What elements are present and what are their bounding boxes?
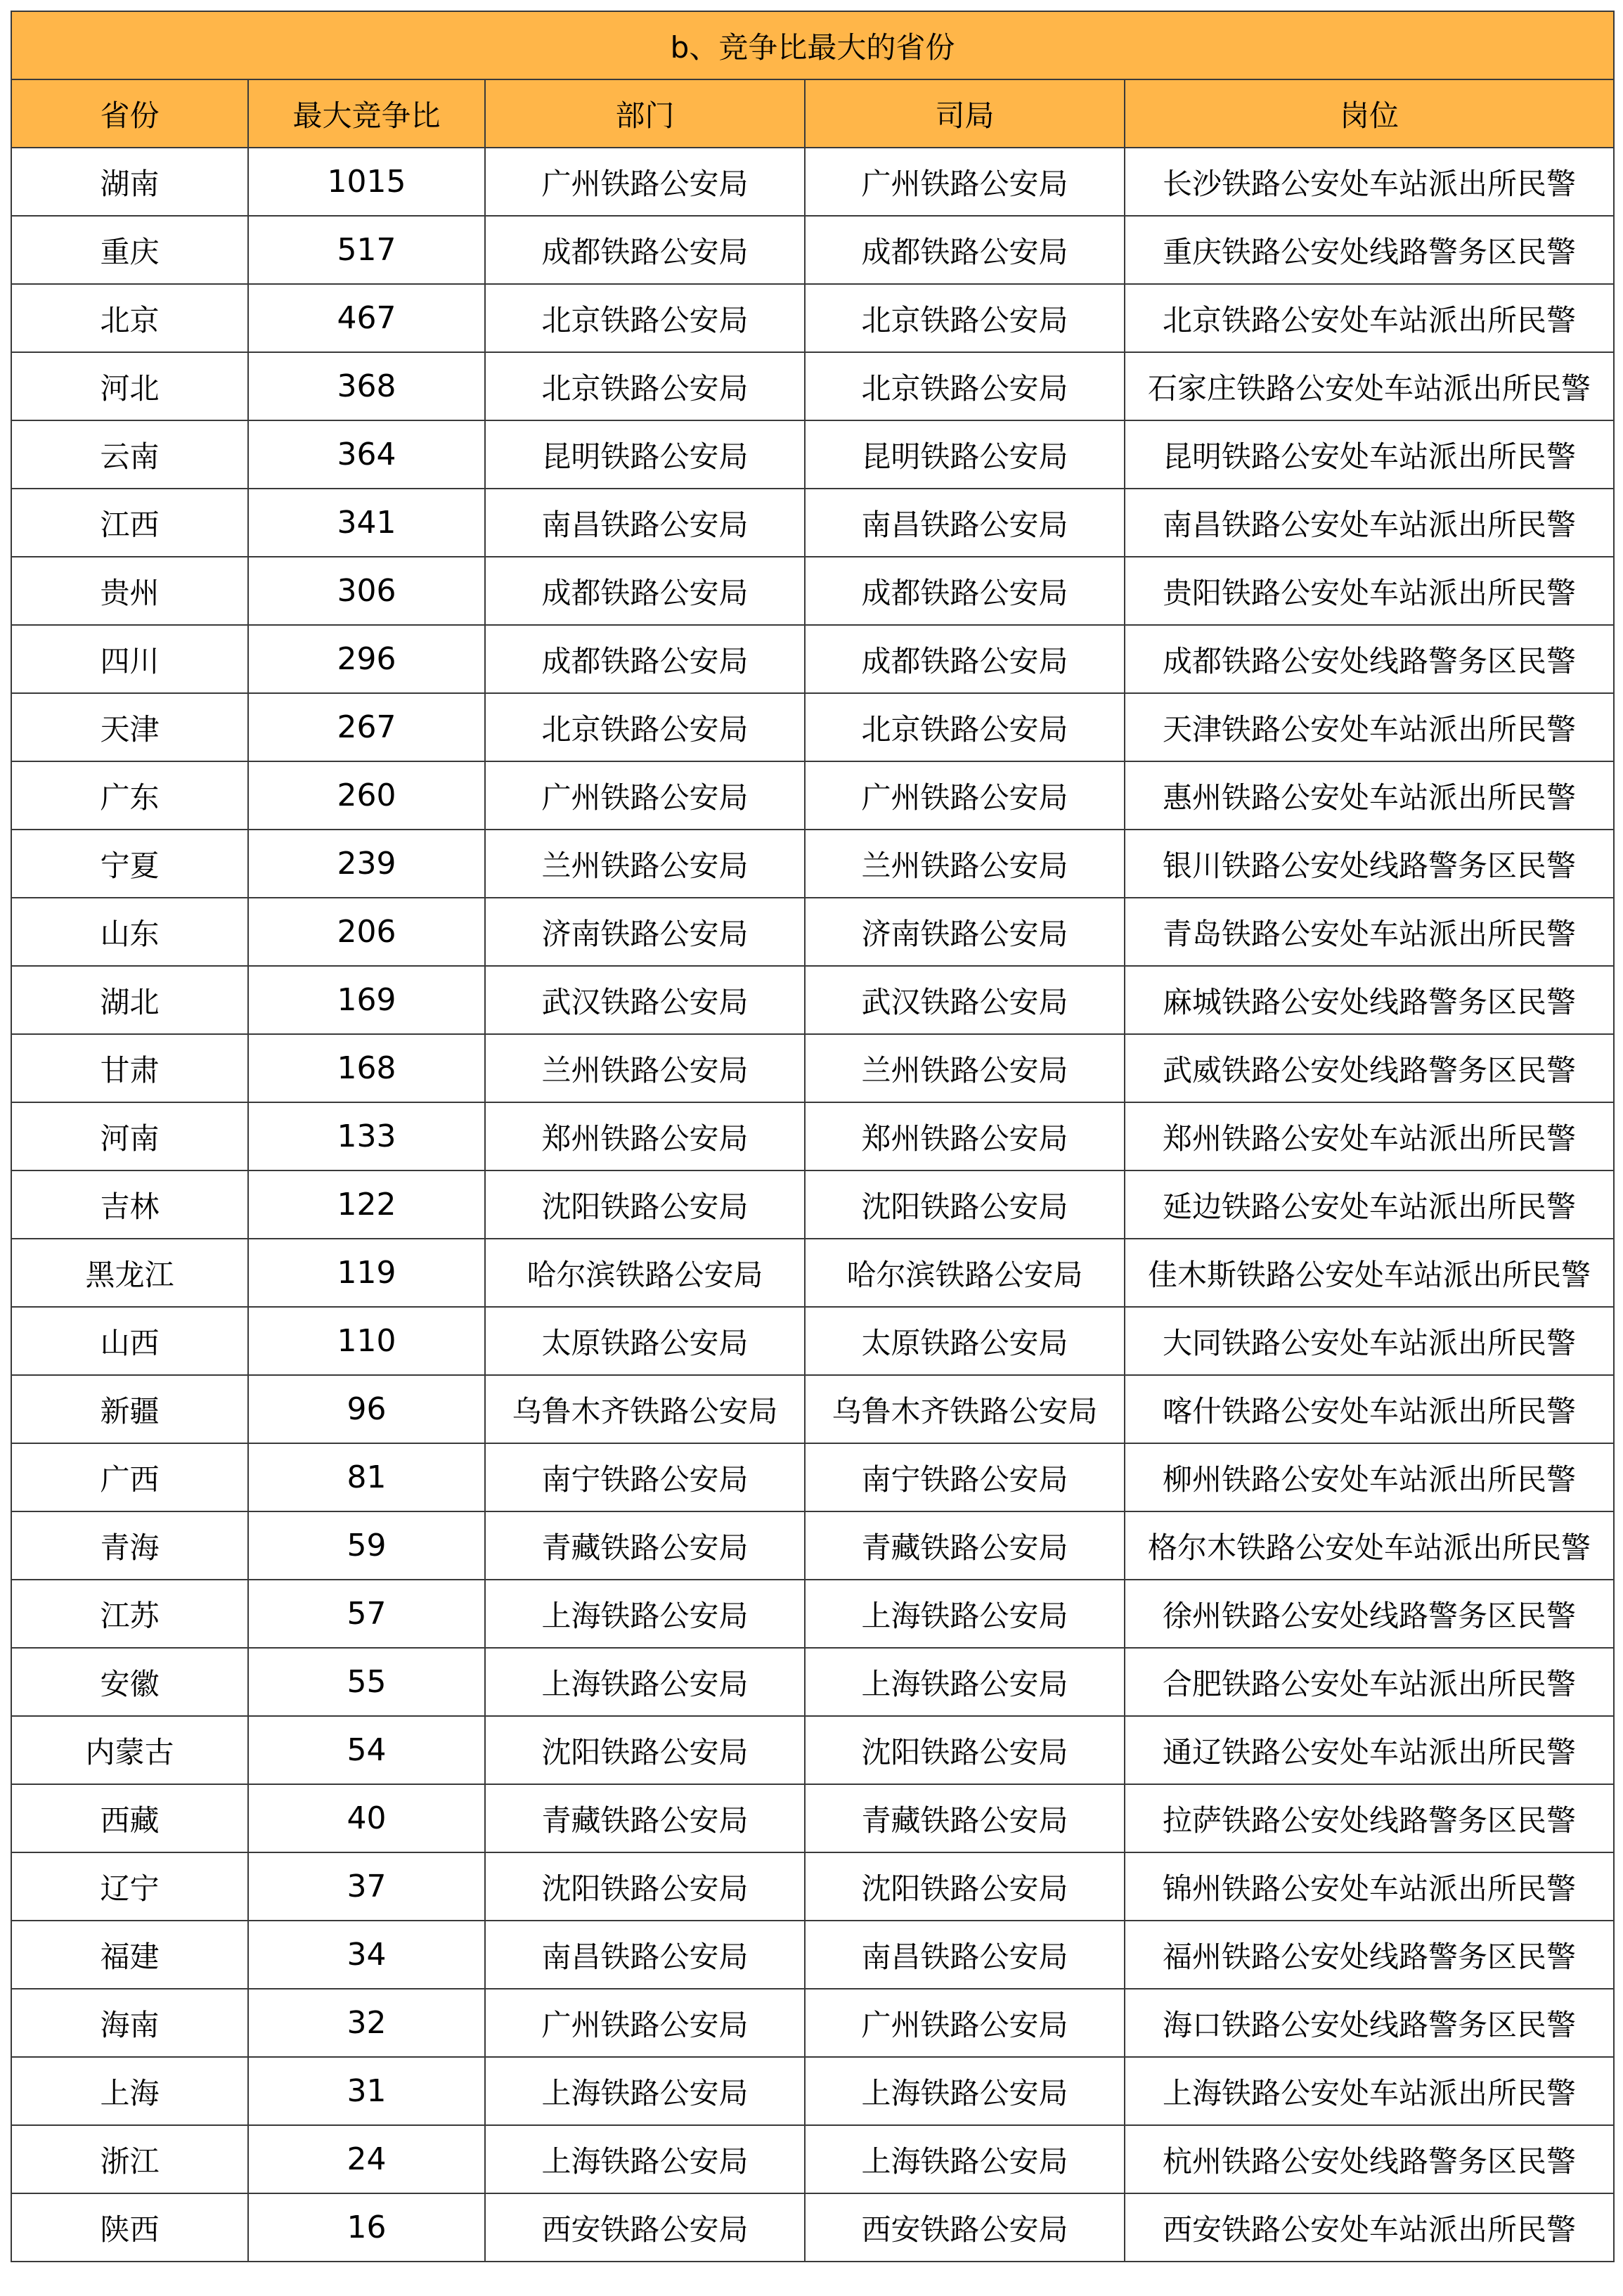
table-row [11,625,1614,693]
cell-department: 青藏铁路公安局 [485,1511,805,1580]
table-row [11,1784,1614,1852]
cell-max-ratio: 81 [248,1443,485,1511]
cell-max-ratio: 31 [248,2057,485,2125]
cell-max-ratio: 239 [248,830,485,898]
cell-province: 内蒙古 [11,1716,248,1784]
cell-province: 黑龙江 [11,1239,248,1307]
table-row [11,1170,1614,1239]
cell-position: 徐州铁路公安处线路警务区民警 [1125,1580,1614,1648]
cell-province: 云南 [11,420,248,489]
cell-department: 成都铁路公安局 [485,557,805,625]
cell-bureau: 郑州铁路公安局 [805,1102,1125,1170]
cell-max-ratio: 40 [248,1784,485,1852]
column-header-bureau: 司局 [805,79,1125,148]
cell-position: 石家庄铁路公安处车站派出所民警 [1125,352,1614,420]
cell-bureau: 沈阳铁路公安局 [805,1716,1125,1784]
cell-bureau: 西安铁路公安局 [805,2193,1125,2262]
cell-department: 乌鲁木齐铁路公安局 [485,1375,805,1443]
cell-department: 沈阳铁路公安局 [485,1852,805,1921]
cell-department: 上海铁路公安局 [485,1648,805,1716]
table-row [11,216,1614,284]
cell-bureau: 上海铁路公安局 [805,2057,1125,2125]
cell-province: 广西 [11,1443,248,1511]
cell-bureau: 南宁铁路公安局 [805,1443,1125,1511]
cell-province: 河南 [11,1102,248,1170]
cell-position: 成都铁路公安处线路警务区民警 [1125,625,1614,693]
table-title: b、竞争比最大的省份 [11,11,1614,79]
cell-max-ratio: 467 [248,284,485,352]
cell-province: 青海 [11,1511,248,1580]
table-row [11,1239,1614,1307]
cell-max-ratio: 1015 [248,148,485,216]
competition-ratio-table [11,11,1615,2262]
cell-province: 江西 [11,489,248,557]
cell-position: 延边铁路公安处车站派出所民警 [1125,1170,1614,1239]
table-row [11,761,1614,830]
column-header-department: 部门 [485,79,805,148]
column-header-max-ratio: 最大竞争比 [248,79,485,148]
cell-department: 上海铁路公安局 [485,2057,805,2125]
cell-position: 天津铁路公安处车站派出所民警 [1125,693,1614,761]
cell-position: 柳州铁路公安处车站派出所民警 [1125,1443,1614,1511]
cell-bureau: 成都铁路公安局 [805,625,1125,693]
table-row [11,1102,1614,1170]
cell-max-ratio: 296 [248,625,485,693]
cell-position: 青岛铁路公安处车站派出所民警 [1125,898,1614,966]
cell-max-ratio: 517 [248,216,485,284]
cell-max-ratio: 341 [248,489,485,557]
cell-position: 惠州铁路公安处车站派出所民警 [1125,761,1614,830]
cell-department: 昆明铁路公安局 [485,420,805,489]
cell-bureau: 太原铁路公安局 [805,1307,1125,1375]
cell-department: 南昌铁路公安局 [485,489,805,557]
table-row [11,693,1614,761]
cell-department: 成都铁路公安局 [485,625,805,693]
cell-province: 山东 [11,898,248,966]
cell-position: 通辽铁路公安处车站派出所民警 [1125,1716,1614,1784]
cell-position: 银川铁路公安处线路警务区民警 [1125,830,1614,898]
table-row [11,830,1614,898]
table-row [11,1648,1614,1716]
cell-bureau: 广州铁路公安局 [805,148,1125,216]
cell-max-ratio: 260 [248,761,485,830]
cell-bureau: 上海铁路公安局 [805,2125,1125,2193]
cell-bureau: 济南铁路公安局 [805,898,1125,966]
cell-province: 湖南 [11,148,248,216]
cell-province: 甘肃 [11,1034,248,1102]
table-row [11,1580,1614,1648]
table-row [11,1034,1614,1102]
table-row [11,1375,1614,1443]
cell-position: 格尔木铁路公安处车站派出所民警 [1125,1511,1614,1580]
cell-max-ratio: 364 [248,420,485,489]
table-row [11,1307,1614,1375]
cell-max-ratio: 54 [248,1716,485,1784]
cell-department: 北京铁路公安局 [485,352,805,420]
cell-position: 佳木斯铁路公安处车站派出所民警 [1125,1239,1614,1307]
cell-province: 宁夏 [11,830,248,898]
cell-position: 郑州铁路公安处车站派出所民警 [1125,1102,1614,1170]
cell-bureau: 兰州铁路公安局 [805,1034,1125,1102]
table-row [11,557,1614,625]
cell-bureau: 兰州铁路公安局 [805,830,1125,898]
cell-bureau: 上海铁路公安局 [805,1580,1125,1648]
cell-department: 武汉铁路公安局 [485,966,805,1034]
cell-max-ratio: 306 [248,557,485,625]
cell-max-ratio: 119 [248,1239,485,1307]
table-row [11,2193,1614,2262]
cell-department: 兰州铁路公安局 [485,1034,805,1102]
cell-bureau: 上海铁路公安局 [805,1648,1125,1716]
cell-position: 上海铁路公安处车站派出所民警 [1125,2057,1614,2125]
cell-province: 安徽 [11,1648,248,1716]
cell-position: 南昌铁路公安处车站派出所民警 [1125,489,1614,557]
cell-province: 重庆 [11,216,248,284]
cell-position: 武威铁路公安处线路警务区民警 [1125,1034,1614,1102]
cell-department: 太原铁路公安局 [485,1307,805,1375]
cell-department: 郑州铁路公安局 [485,1102,805,1170]
cell-province: 新疆 [11,1375,248,1443]
cell-province: 北京 [11,284,248,352]
table-title-row [11,11,1614,79]
cell-bureau: 沈阳铁路公安局 [805,1852,1125,1921]
competition-ratio-table-container [11,11,1613,2262]
cell-province: 辽宁 [11,1852,248,1921]
cell-bureau: 青藏铁路公安局 [805,1784,1125,1852]
cell-province: 福建 [11,1921,248,1989]
cell-position: 麻城铁路公安处线路警务区民警 [1125,966,1614,1034]
table-row [11,489,1614,557]
cell-department: 上海铁路公安局 [485,2125,805,2193]
cell-department: 广州铁路公安局 [485,1989,805,2057]
cell-department: 北京铁路公安局 [485,284,805,352]
cell-department: 成都铁路公安局 [485,216,805,284]
cell-province: 上海 [11,2057,248,2125]
cell-position: 西安铁路公安处车站派出所民警 [1125,2193,1614,2262]
cell-max-ratio: 133 [248,1102,485,1170]
cell-department: 青藏铁路公安局 [485,1784,805,1852]
cell-bureau: 广州铁路公安局 [805,761,1125,830]
cell-department: 兰州铁路公安局 [485,830,805,898]
cell-max-ratio: 206 [248,898,485,966]
cell-department: 南宁铁路公安局 [485,1443,805,1511]
column-header-province: 省份 [11,79,248,148]
cell-max-ratio: 55 [248,1648,485,1716]
cell-province: 陕西 [11,2193,248,2262]
cell-max-ratio: 368 [248,352,485,420]
cell-department: 北京铁路公安局 [485,693,805,761]
cell-province: 湖北 [11,966,248,1034]
cell-department: 广州铁路公安局 [485,761,805,830]
cell-department: 哈尔滨铁路公安局 [485,1239,805,1307]
cell-max-ratio: 59 [248,1511,485,1580]
cell-bureau: 成都铁路公安局 [805,216,1125,284]
table-row [11,2057,1614,2125]
cell-position: 北京铁路公安处车站派出所民警 [1125,284,1614,352]
table-row [11,1989,1614,2057]
table-row [11,898,1614,966]
cell-bureau: 北京铁路公安局 [805,693,1125,761]
cell-max-ratio: 24 [248,2125,485,2193]
cell-position: 拉萨铁路公安处线路警务区民警 [1125,1784,1614,1852]
table-row [11,420,1614,489]
table-row [11,1921,1614,1989]
cell-position: 合肥铁路公安处车站派出所民警 [1125,1648,1614,1716]
cell-department: 南昌铁路公安局 [485,1921,805,1989]
cell-max-ratio: 168 [248,1034,485,1102]
cell-department: 沈阳铁路公安局 [485,1170,805,1239]
cell-position: 贵阳铁路公安处车站派出所民警 [1125,557,1614,625]
cell-bureau: 哈尔滨铁路公安局 [805,1239,1125,1307]
cell-bureau: 广州铁路公安局 [805,1989,1125,2057]
table-row [11,2125,1614,2193]
cell-max-ratio: 34 [248,1921,485,1989]
table-row [11,284,1614,352]
table-row [11,352,1614,420]
cell-department: 上海铁路公安局 [485,1580,805,1648]
cell-max-ratio: 37 [248,1852,485,1921]
cell-bureau: 武汉铁路公安局 [805,966,1125,1034]
cell-province: 广东 [11,761,248,830]
cell-bureau: 乌鲁木齐铁路公安局 [805,1375,1125,1443]
cell-province: 四川 [11,625,248,693]
cell-max-ratio: 122 [248,1170,485,1239]
cell-position: 长沙铁路公安处车站派出所民警 [1125,148,1614,216]
cell-max-ratio: 110 [248,1307,485,1375]
cell-bureau: 北京铁路公安局 [805,352,1125,420]
cell-bureau: 成都铁路公安局 [805,557,1125,625]
table-row [11,966,1614,1034]
cell-position: 福州铁路公安处线路警务区民警 [1125,1921,1614,1989]
cell-bureau: 北京铁路公安局 [805,284,1125,352]
cell-department: 沈阳铁路公安局 [485,1716,805,1784]
cell-bureau: 南昌铁路公安局 [805,489,1125,557]
cell-max-ratio: 267 [248,693,485,761]
cell-position: 大同铁路公安处车站派出所民警 [1125,1307,1614,1375]
table-row [11,1511,1614,1580]
cell-province: 江苏 [11,1580,248,1648]
column-header-position: 岗位 [1125,79,1614,148]
cell-position: 喀什铁路公安处车站派出所民警 [1125,1375,1614,1443]
cell-max-ratio: 32 [248,1989,485,2057]
cell-max-ratio: 169 [248,966,485,1034]
cell-department: 广州铁路公安局 [485,148,805,216]
cell-position: 海口铁路公安处线路警务区民警 [1125,1989,1614,2057]
cell-position: 昆明铁路公安处车站派出所民警 [1125,420,1614,489]
cell-bureau: 昆明铁路公安局 [805,420,1125,489]
cell-department: 西安铁路公安局 [485,2193,805,2262]
table-row [11,148,1614,216]
table-header-row [11,79,1614,148]
cell-province: 浙江 [11,2125,248,2193]
cell-province: 河北 [11,352,248,420]
cell-province: 西藏 [11,1784,248,1852]
cell-position: 杭州铁路公安处线路警务区民警 [1125,2125,1614,2193]
cell-bureau: 南昌铁路公安局 [805,1921,1125,1989]
table-body [11,148,1614,2262]
cell-position: 重庆铁路公安处线路警务区民警 [1125,216,1614,284]
table-row [11,1852,1614,1921]
cell-max-ratio: 57 [248,1580,485,1648]
cell-province: 山西 [11,1307,248,1375]
cell-province: 海南 [11,1989,248,2057]
cell-department: 济南铁路公安局 [485,898,805,966]
table-row [11,1443,1614,1511]
cell-bureau: 青藏铁路公安局 [805,1511,1125,1580]
cell-bureau: 沈阳铁路公安局 [805,1170,1125,1239]
cell-province: 吉林 [11,1170,248,1239]
cell-max-ratio: 16 [248,2193,485,2262]
cell-max-ratio: 96 [248,1375,485,1443]
cell-province: 天津 [11,693,248,761]
cell-position: 锦州铁路公安处车站派出所民警 [1125,1852,1614,1921]
cell-province: 贵州 [11,557,248,625]
table-row [11,1716,1614,1784]
